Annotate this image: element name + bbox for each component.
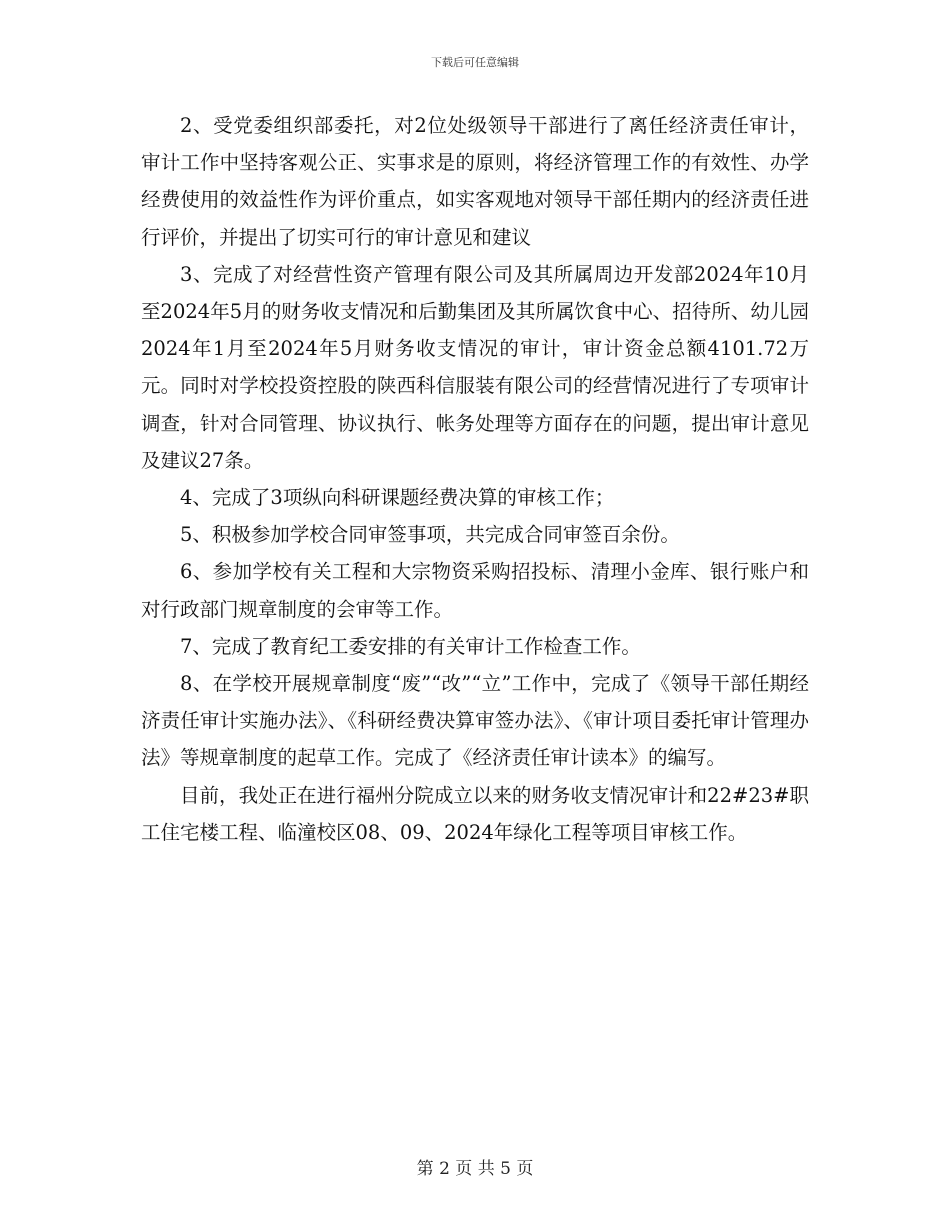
header-note: 下载后可任意编辑 bbox=[431, 56, 519, 69]
paragraph-item-2: 2、受党委组织部委托，对2位处级领导干部进行了离任经济责任审计，审计工作中坚持客观公正、实事求是的原则，将经济管理工作的有效性、办学经费使用的效益性作为评价重点，如实客观地对领导干部任期内的经济责任进行评价，并提出了切实可行的审计意见和建议 bbox=[141, 114, 809, 249]
paragraph-item-6: 6、参加学校有关工程和大宗物资采购招投标、清理小金库、银行账户和对行政部门规章制度的会审等工作。 bbox=[141, 560, 809, 621]
paragraph-item-4: 4、完成了3项纵向科研课题经费决算的审核工作； bbox=[180, 486, 615, 510]
paragraph-item-8: 8、在学校开展规章制度“废”“改”“立”工作中，完成了《领导干部任期经济责任审计实施办法》、《科研经费决算审签办法》、《审计项目委托审计管理办法》等规章制度的起草工作。完成了《经济责任审计读本》的编写。 bbox=[141, 672, 809, 770]
paragraph-item-5: 5、积极参加学校合同审签事项，共完成合同审签百余份。 bbox=[180, 523, 680, 547]
paragraph-item-3: 3、完成了对经营性资产管理有限公司及其所属周边开发部2024年10月至2024年5月的财务收支情况和后勤集团及其所属饮食中心、招待所、幼儿园2024年1月至2024年5月财务收支情况的审计，审计资金总额4101.72万元。同时对学校投资控股的陕西科信服装有限公司的经营情况进行了专项审计调查，针对合同管理、协议执行、帐务处理等方面存在的问题，提出审计意见及建议27条。 bbox=[141, 262, 809, 472]
paragraph-current-work: 目前，我处正在进行福州分院成立以来的财务收支情况审计和22#23#职工住宅楼工程、临潼校区08、09、2024年绿化工程等项目审核工作。 bbox=[141, 783, 809, 844]
body-text bbox=[141, 107, 809, 851]
paragraph-item-7: 7、完成了教育纪工委安排的有关审计工作检查工作。 bbox=[180, 634, 641, 658]
page-number-footer: 第 2 页 共 5 页 bbox=[416, 1159, 534, 1179]
